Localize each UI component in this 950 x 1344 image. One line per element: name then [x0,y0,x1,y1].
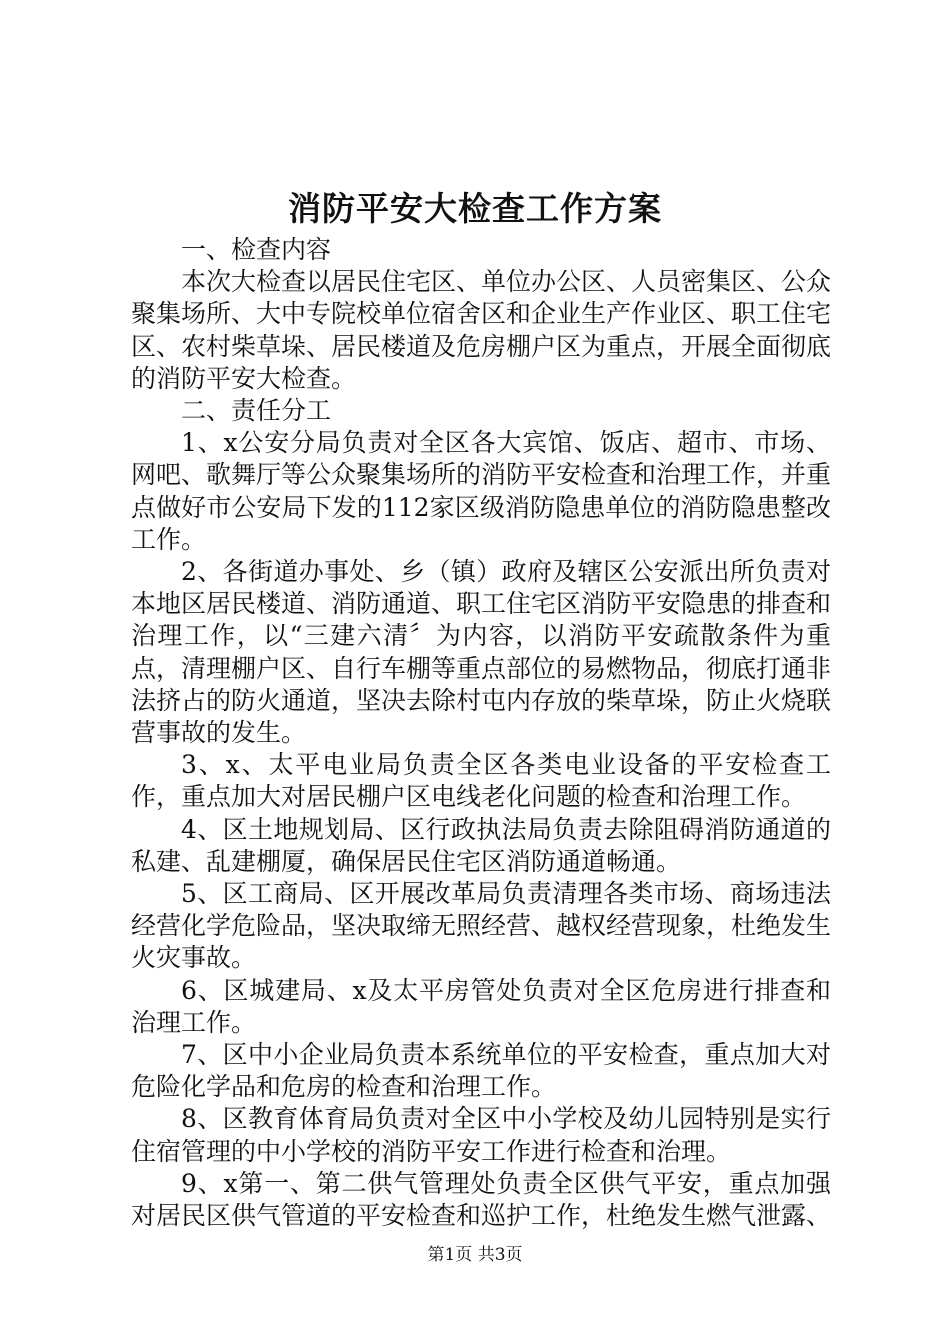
paragraph-check-scope: 本次大检查以居民住宅区、单位办公区、人员密集区、公众聚集场所、大中专院校单位宿舍区和企业生产作业区、职工住宅区、农村柴草垛、居民楼道及危房棚户区为重点，开展全面彻底的消防平安大检查。 [131,267,832,393]
section-heading-responsibilities: 二、责任分工 [181,396,332,426]
paragraph-item-9: 9、x第一、第二供气管理处负责全区供气平安，重点加强对居民区供气管道的平安检查和巡护工作，杜绝发生燃气泄露、 [131,1168,832,1231]
paragraph-item-8: 8、区教育体育局负责对全区中小学校及幼儿园特别是实行住宿管理的中小学校的消防平安工作进行检查和治理。 [131,1104,831,1166]
paragraph-item-6: 6、区城建局、x及太平房管处负责对全区危房进行排查和治理工作。 [131,975,831,1037]
paragraph-item-3: 3、x、太平电业局负责全区各类电业设备的平安检查工作，重点加大对居民棚户区电线老化问题的检查和治理工作。 [131,750,831,812]
section-heading-check-content: 一、检查内容 [181,235,332,264]
paragraph-item-1: 1、x公安分局负责对全区各大宾馆、饭店、超市、市场、网吧、歌舞厅等公众聚集场所的消防平安检查和治理工作，并重点做好市公安局下发的112家区级消防隐患单位的消防隐患整改工作。 [131,428,832,554]
paragraph-item-7: 7、区中小企业局负责本系统单位的平安检查，重点加大对危险化学品和危房的检查和治理工作。 [131,1040,831,1102]
page-number-footer: 第1页 共3页 [427,1245,523,1265]
paragraph-item-2: 2、各街道办事处、乡（镇）政府及辖区公安派出所负责对本地区居民楼道、消防通道、职工住宅区消防平安隐患的排查和治理工作，以“三建六清〞为内容，以消防平安疏散条件为重点，清理棚户区、自行车棚等重点部位的易燃物品，彻底打通非法挤占的防火通道，坚决去除村屯内存放的柴草垛，防止火烧联营事故的发生。 [131,557,832,748]
page-title: 消防平安大检查工作方案 [288,189,662,228]
document-body [131,234,831,1232]
paragraph-item-5: 5、区工商局、区开展改革局负责清理各类市场、商场违法经营化学危险品，坚决取缔无照经营、越权经营现象，杜绝发生火灾事故。 [131,879,832,973]
paragraph-item-4: 4、区土地规划局、区行政执法局负责去除阻碍消防通道的私建、乱建棚厦，确保居民住宅区消防通道畅通。 [131,814,831,876]
